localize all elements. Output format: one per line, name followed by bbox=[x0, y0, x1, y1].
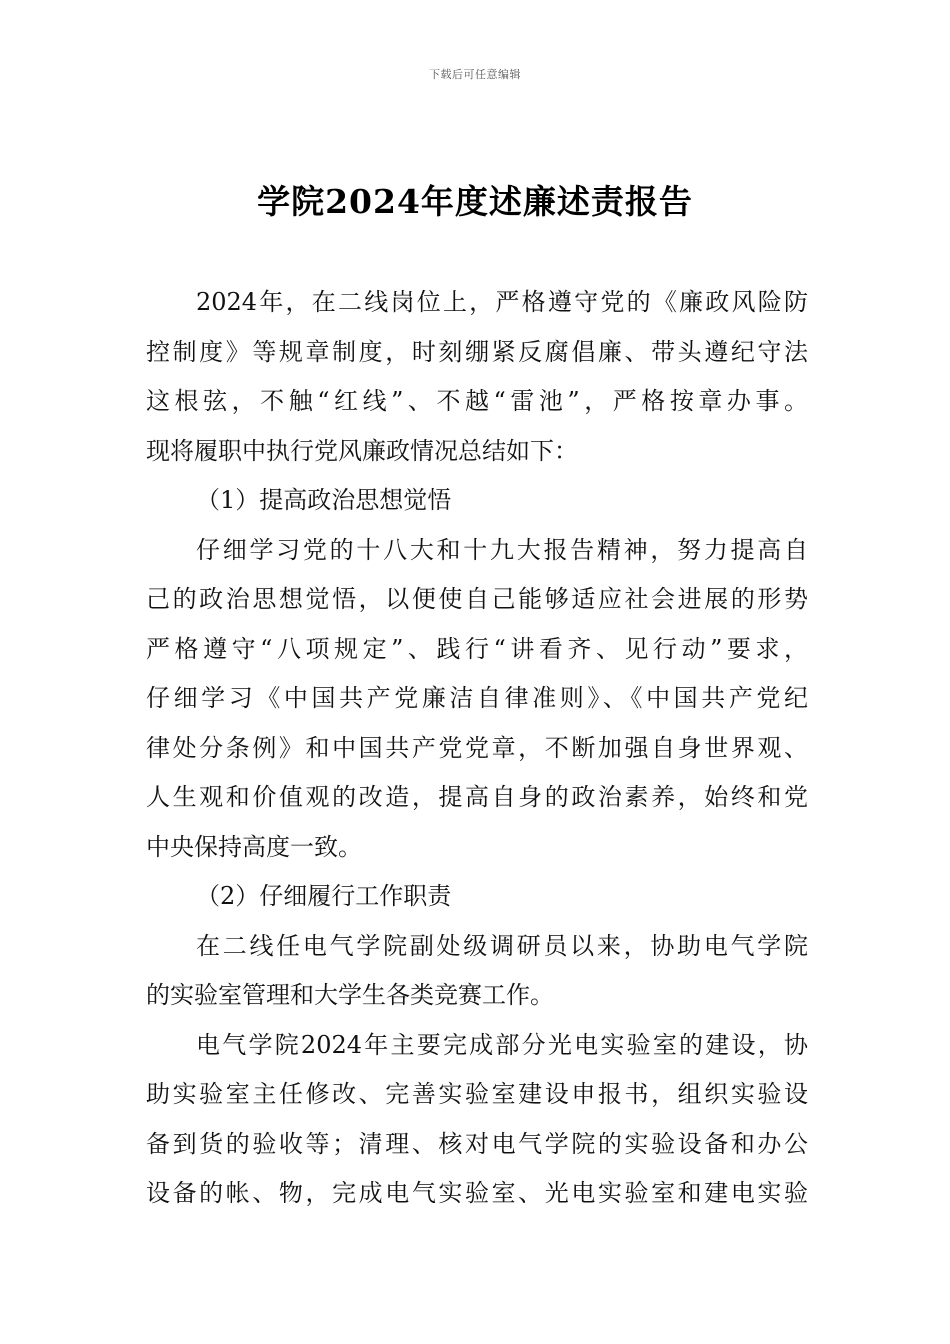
document-title: 学院2024年度述廉述责报告 bbox=[257, 182, 693, 221]
body-text-line: 严格遵守“八项规定”、践行“讲看齐、见行动”要求， bbox=[146, 634, 808, 663]
body-text-line: 设备的帐、物，完成电气实验室、光电实验室和建电实验 bbox=[146, 1179, 808, 1207]
body-text-line: 助实验室主任修改、完善实验室建设申报书，组织实验设 bbox=[146, 1080, 808, 1108]
body-text-line: 的实验室管理和大学生各类竞赛工作。 bbox=[146, 981, 554, 1009]
section-heading: （1）提高政治思想觉悟 bbox=[196, 486, 452, 514]
body-text-line: 人生观和价值观的改造，提高自身的政治素养，始终和党 bbox=[146, 783, 808, 811]
body-text-line: 控制度》等规章制度，时刻绷紧反腐倡廉、带头遵纪守法 bbox=[146, 337, 808, 366]
section-heading: （2）仔细履行工作职责 bbox=[196, 882, 452, 910]
header-note: 下载后可任意编辑 bbox=[429, 68, 521, 81]
body-text-line: 在二线任电气学院副处级调研员以来，协助电气学院 bbox=[196, 931, 808, 960]
body-text-line: 律处分条例》和中国共产党党章，不断加强自身世界观、 bbox=[146, 733, 808, 762]
body-text-line: 这根弦，不触“红线”、不越“雷池”，严格按章办事。 bbox=[146, 387, 808, 415]
body-text-line: 中央保持高度一致。 bbox=[146, 832, 362, 861]
body-text-line: 仔细学习党的十八大和十九大报告精神，努力提高自 bbox=[196, 535, 808, 564]
body-text-line: 现将履职中执行党风廉政情况总结如下： bbox=[146, 436, 578, 465]
body-text-line: 2024年，在二线岗位上，严格遵守党的《廉政风险防 bbox=[196, 288, 808, 316]
body-text-line: 电气学院2024年主要完成部分光电实验室的建设，协 bbox=[196, 1030, 808, 1059]
body-text-line: 己的政治思想觉悟，以便使自己能够适应社会进展的形势 bbox=[146, 585, 808, 613]
document-body bbox=[146, 278, 808, 1219]
body-text-line: 备到货的验收等；清理、核对电气学院的实验设备和办公 bbox=[146, 1129, 808, 1158]
body-text-line: 仔细学习《中国共产党廉洁自律准则》、《中国共产党纪 bbox=[146, 684, 808, 712]
